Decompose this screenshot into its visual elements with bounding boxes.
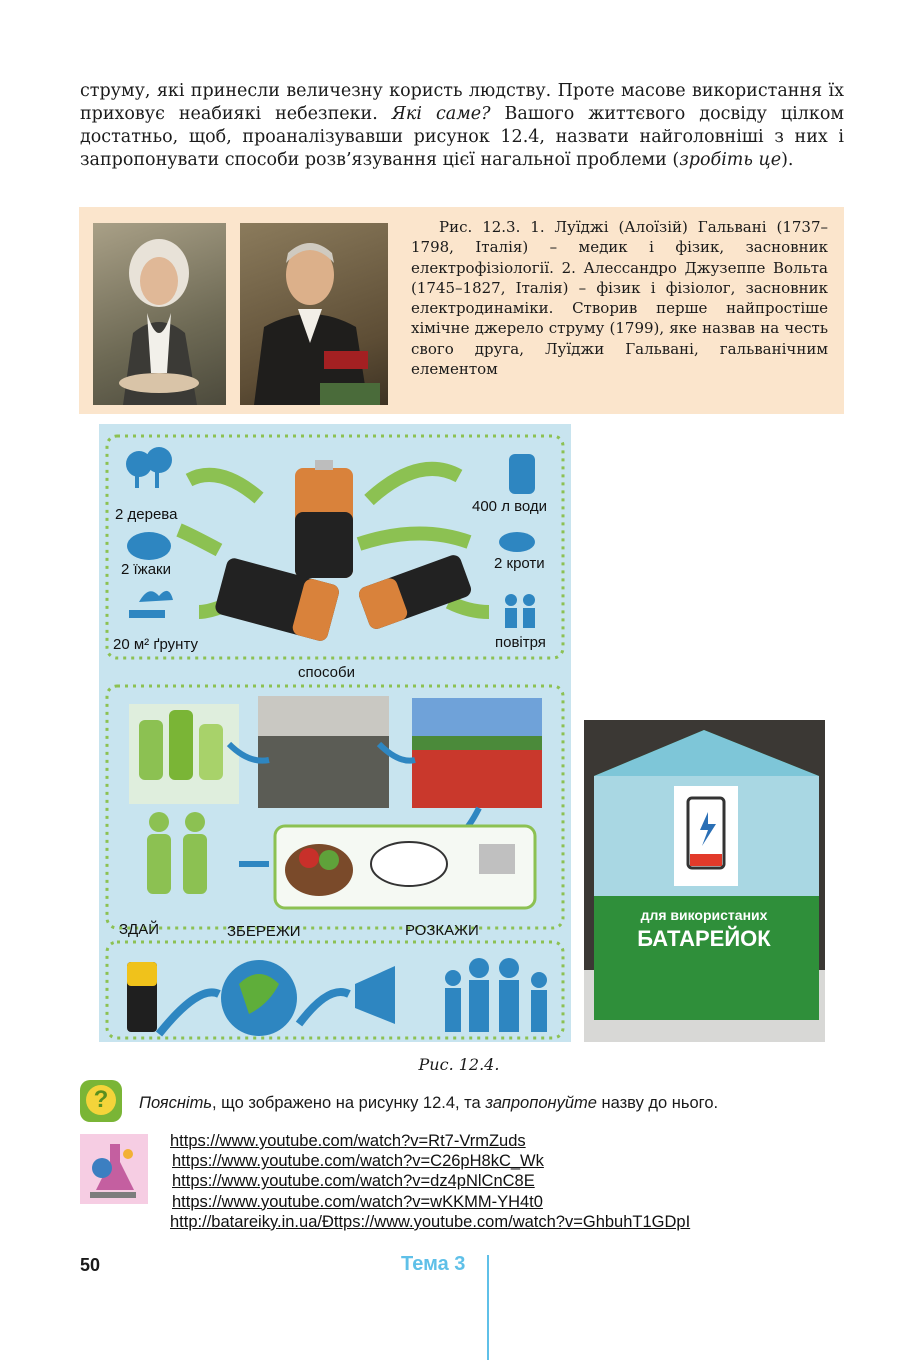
battery-collection-box-photo	[584, 720, 825, 1042]
video-link[interactable]: https://www.youtube.com/watch?v=C26pH8kC_Wk	[172, 1152, 544, 1171]
label-air: повітря	[495, 634, 546, 651]
intro-text-2: Вашого життєвого досвіду цілком достатньо, щоб, проаналізувавши рисунок 12.4, назвати найголовніші з них і запропонувати способи розв’язування цієї нагальної проблеми (	[80, 104, 844, 170]
box-text-large: БАТАРЕЙОК	[637, 926, 771, 951]
label-moles: 2 кроти	[494, 555, 545, 572]
figure-12-4-infographic	[99, 424, 571, 1042]
volta-portrait	[240, 223, 388, 405]
footer-divider	[487, 1255, 489, 1360]
battery-upright	[295, 460, 353, 578]
links-list	[170, 1131, 690, 1232]
intro-text-1: струму, які принесли величезну користь людству. Проте масове використання їх приховує неабиякі небезпеки.	[80, 81, 844, 124]
intro-task: зробіть це	[679, 150, 782, 170]
theme-label: Тема 3	[401, 1253, 466, 1275]
intro-paragraph	[80, 80, 844, 172]
intro-text-3: ).	[781, 150, 794, 170]
label-hedgehogs: 2 їжаки	[121, 561, 171, 578]
intro-question: Які саме?	[391, 104, 491, 124]
video-link[interactable]: https://www.youtube.com/watch?v=Rt7-VrmZuds	[170, 1132, 526, 1150]
video-link[interactable]: https://www.youtube.com/watch?v=wKKMM-YH4t0	[172, 1192, 543, 1211]
website-link[interactable]: http://batareiky.in.ua/Ðttps://www.youtube.com/watch?v=GhbuhT1GDpI	[170, 1212, 691, 1231]
label-ways: способи	[298, 664, 355, 681]
question-icon: ?	[80, 1080, 122, 1122]
galvani-portrait	[93, 223, 226, 405]
video-link[interactable]: https://www.youtube.com/watch?v=dz4pNlCnC8E	[172, 1172, 535, 1191]
label-save: ЗБЕРЕЖИ	[227, 923, 301, 940]
figure-12-4-caption: Рис. 12.4.	[418, 1055, 500, 1074]
label-soil: 20 м² ґрунту	[113, 636, 198, 653]
label-trees: 2 дерева	[115, 506, 178, 523]
lab-flask-icon	[80, 1134, 148, 1204]
figure-12-3-box	[79, 207, 844, 414]
box-text-small: для використаних	[640, 907, 768, 923]
label-water: 400 л води	[472, 498, 548, 515]
figure-12-3-caption: Рис. 12.3. 1. Луїджі (Алоїзій) Гальвані (1737–1798, Італія) – медик і фізик, засновник електрофізіології. 2. Алессандро Джузеппе Вольта (1745–1827, Італія) – фізик і фізіолог, засновник електродинаміки. Створив перше найпростіше хімічне джерело струму (1799), яке назвав на честь свого друга, Луїджи Гальвані, гальванічним елементом	[411, 218, 828, 379]
question-text: Поясніть, що зображено на рисунку 12.4, та запропонуйте назву до нього.	[139, 1094, 719, 1112]
label-give: ЗДАЙ	[119, 921, 160, 938]
page-number: 50	[80, 1255, 101, 1275]
recycled-batteries-image	[129, 704, 239, 804]
label-tell: РОЗКАЖИ	[405, 922, 479, 939]
